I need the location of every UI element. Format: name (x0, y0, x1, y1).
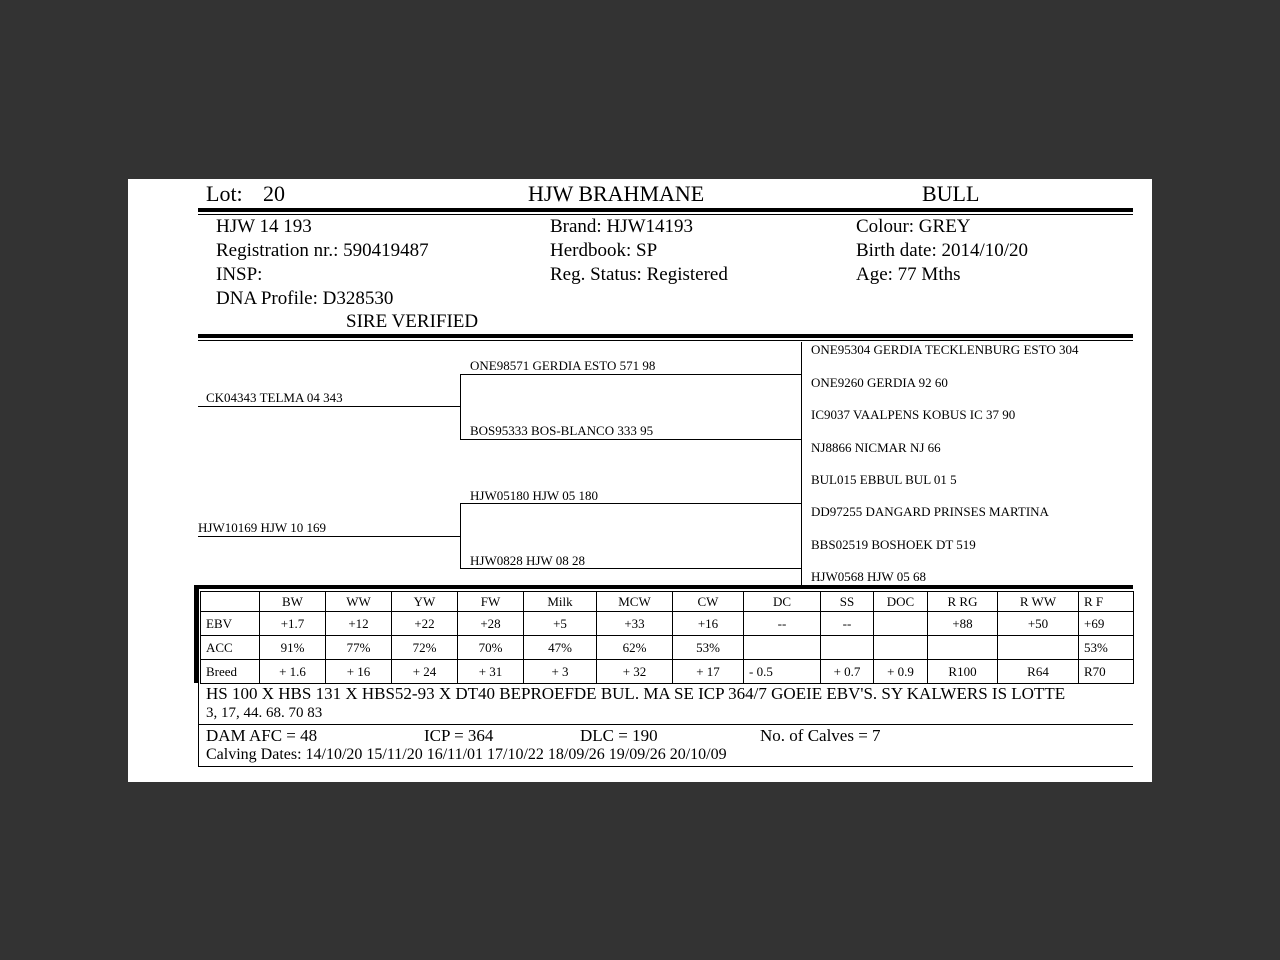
col-header: WW (326, 592, 392, 612)
cell (928, 636, 998, 660)
col-header: R F (1079, 592, 1134, 612)
cell: +50 (998, 612, 1079, 636)
pedigree-rule-thick (198, 334, 1133, 338)
cell: +5 (524, 612, 597, 636)
col-header: R WW (998, 592, 1079, 612)
cell (874, 612, 928, 636)
remarks-left-border (198, 683, 199, 767)
col-header: R RG (928, 592, 998, 612)
insp: INSP: (216, 264, 263, 285)
col-header: Milk (524, 592, 597, 612)
cell: -- (744, 612, 821, 636)
cell: + 3 (524, 660, 597, 684)
cell: +33 (597, 612, 673, 636)
cell: R64 (998, 660, 1079, 684)
pedigree-dam-dam: HJW0828 HJW 08 28 (470, 553, 585, 568)
pedigree-sire: CK04343 TELMA 04 343 (206, 390, 343, 405)
cell: + 24 (392, 660, 458, 684)
cell: - 0.5 (744, 660, 821, 684)
animal-id: HJW 14 193 (216, 216, 312, 237)
row-label: Breed (201, 660, 260, 684)
dd-line (460, 568, 802, 569)
col-header: SS (821, 592, 874, 612)
cell: 47% (524, 636, 597, 660)
acc-row (201, 636, 1134, 660)
cell (874, 636, 928, 660)
animal-category: BULL (922, 181, 980, 206)
col-header: DC (744, 592, 821, 612)
registration-number: Registration nr.: 590419487 (216, 240, 429, 261)
cell: R70 (1079, 660, 1134, 684)
cell: 53% (673, 636, 744, 660)
cell: 70% (458, 636, 524, 660)
col-header (201, 592, 260, 612)
col-header: CW (673, 592, 744, 612)
sire-line (198, 406, 460, 407)
pedigree-ggp-2: ONE9260 GERDIA 92 60 (811, 375, 948, 390)
ebv-table (200, 591, 1134, 684)
cell: +22 (392, 612, 458, 636)
cell (821, 636, 874, 660)
cell: -- (821, 612, 874, 636)
birth-date: Birth date: 2014/10/20 (856, 240, 1029, 261)
cell: 77% (326, 636, 392, 660)
sire-verified: SIRE VERIFIED (346, 311, 479, 332)
cell: +28 (458, 612, 524, 636)
stats-left-bar (194, 585, 199, 683)
herdbook: Herdbook: SP (550, 240, 658, 261)
cell: 53% (1079, 636, 1134, 660)
cell: + 0.7 (821, 660, 874, 684)
row-label: ACC (201, 636, 260, 660)
ggp-bracket (801, 342, 802, 586)
reg-status: Reg. Status: Registered (550, 264, 728, 285)
lot-label: Lot: (206, 181, 243, 206)
bottom-rule (198, 766, 1133, 767)
col-header: DOC (874, 592, 928, 612)
brand: Brand: HJW14193 (550, 216, 694, 237)
header-rule-thick (198, 208, 1133, 212)
sd-line (460, 439, 802, 440)
pedigree-ggp-5: BUL015 EBBUL BUL 01 5 (811, 472, 957, 487)
animal-name: HJW BRAHMANE (528, 181, 705, 206)
pedigree-ggp-1: ONE95304 GERDIA TECKLENBURG ESTO 304 (811, 342, 1079, 357)
cell: + 32 (597, 660, 673, 684)
breed-row (201, 660, 1134, 684)
row-label: EBV (201, 612, 260, 636)
cell (998, 636, 1079, 660)
pedigree-sire-dam: BOS95333 BOS-BLANCO 333 95 (470, 423, 654, 438)
colour: Colour: GREY (856, 216, 971, 237)
pedigree-ggp-7: BBS02519 BOSHOEK DT 519 (811, 537, 976, 552)
pedigree-ggp-3: IC9037 VAALPENS KOBUS IC 37 90 (811, 407, 1016, 422)
dam-dlc: DLC = 190 (580, 726, 658, 745)
ds-line (460, 503, 802, 504)
cell: 72% (392, 636, 458, 660)
sire-bracket (460, 374, 461, 440)
remarks-line-1: HS 100 X HBS 131 X HBS52-93 X DT40 BEPROEFDE BUL. MA SE ICP 364/7 GOEIE EBV'S. SY KALWERS IS LOTTE (206, 684, 1066, 703)
cell: + 0.9 (874, 660, 928, 684)
cell: + 16 (326, 660, 392, 684)
lot-number: 20 (263, 181, 285, 206)
pedigree-ggp-8: HJW0568 HJW 05 68 (811, 569, 926, 584)
calving-dates: Calving Dates: 14/10/20 15/11/20 16/11/01 17/10/22 18/09/26 19/09/26 20/10/09 (206, 746, 727, 763)
cell: 62% (597, 636, 673, 660)
ebv-header-row (201, 592, 1134, 612)
cell: +16 (673, 612, 744, 636)
remarks-divider (198, 724, 1133, 725)
dam-calves: No. of Calves = 7 (760, 726, 881, 745)
col-header: BW (260, 592, 326, 612)
col-header: FW (458, 592, 524, 612)
dna-profile: DNA Profile: D328530 (216, 288, 394, 309)
pedigree-dam-sire: HJW05180 HJW 05 180 (470, 488, 598, 503)
pedigree-sire-sire: ONE98571 GERDIA ESTO 571 98 (470, 358, 656, 373)
col-header: MCW (597, 592, 673, 612)
dam-afc: DAM AFC = 48 (206, 726, 318, 745)
lot-card (128, 179, 1152, 782)
remarks-line-2: 3, 17, 44. 68. 70 83 (206, 705, 323, 721)
stats-rule-thick (194, 585, 1133, 589)
cell: +1.7 (260, 612, 326, 636)
cell: +12 (326, 612, 392, 636)
cell: +88 (928, 612, 998, 636)
header-rule-thin (198, 214, 1133, 215)
ss-line (460, 374, 802, 375)
dam-icp: ICP = 364 (424, 726, 494, 745)
col-header: YW (392, 592, 458, 612)
cell: R100 (928, 660, 998, 684)
cell: + 17 (673, 660, 744, 684)
age: Age: 77 Mths (856, 264, 961, 285)
ebv-row (201, 612, 1134, 636)
dam-line (198, 536, 460, 537)
pedigree-ggp-6: DD97255 DANGARD PRINSES MARTINA (811, 504, 1049, 519)
cell: 91% (260, 636, 326, 660)
pedigree-ggp-4: NJ8866 NICMAR NJ 66 (811, 440, 941, 455)
pedigree-rule-thin (198, 340, 1133, 341)
cell: + 1.6 (260, 660, 326, 684)
cell: +69 (1079, 612, 1134, 636)
dam-bracket (460, 503, 461, 569)
cell (744, 636, 821, 660)
cell: + 31 (458, 660, 524, 684)
pedigree-dam: HJW10169 HJW 10 169 (198, 520, 326, 535)
